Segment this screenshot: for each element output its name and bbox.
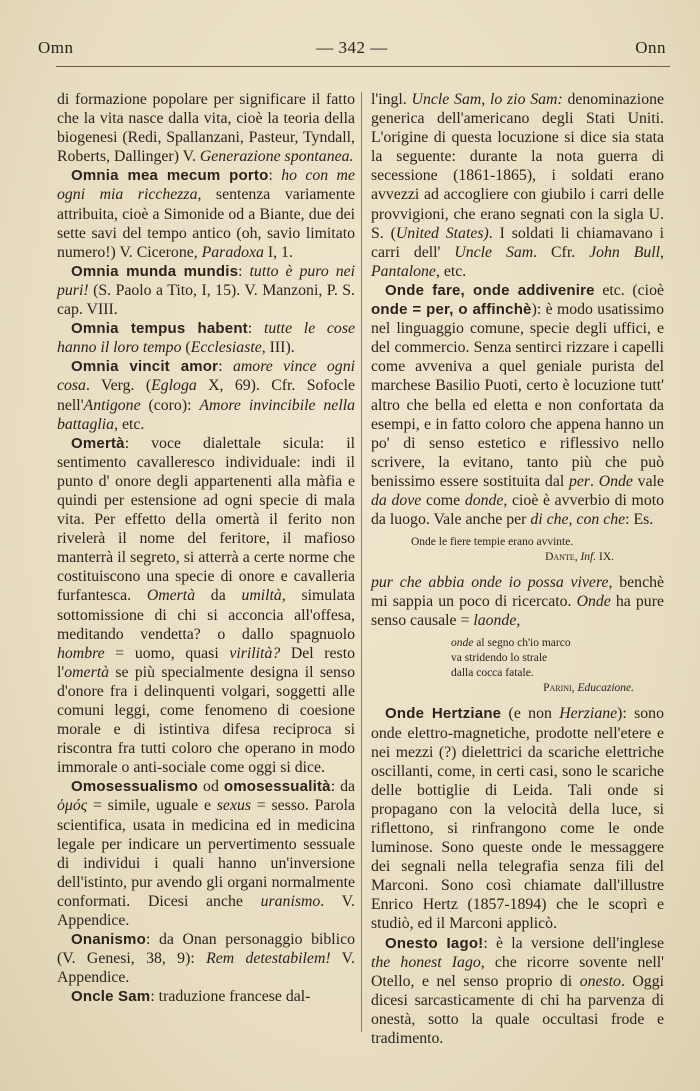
text-run: Generazione spontanea. bbox=[199, 148, 354, 166]
page-number: — 342 — bbox=[316, 38, 388, 57]
text-run: Ecclesiaste bbox=[190, 339, 262, 357]
text-run: Omertà bbox=[146, 587, 196, 605]
headword: Omnia mea mecum porto bbox=[71, 167, 269, 185]
text-run: ): è modo usatissimo nel linguaggio comune, specie degli uffici, e del commercio. Senza sentirci rizzare i capelli come avveniva a quel geniale purista del marchese Basilio Puoti, certo è locuzione tutt' altro che bella ed eletta e non confortata da esempi, e in fatto coloro che appena hanno un po' di senso estetico e riflessivo nello scrivere, la evitano, tanto più che può benissimo essere sostituita dal bbox=[371, 301, 664, 490]
entry-onesto-iago bbox=[371, 934, 664, 1049]
headword: Onesto Iago! bbox=[385, 934, 484, 952]
text-run: . Oggi dicesi sarcasticamente di chi ha parvenza di onestà, sotto la quale occultasi frode e tradimento. bbox=[371, 972, 664, 1048]
text-run: Egloga bbox=[151, 377, 197, 395]
text-run: : Es. bbox=[625, 511, 654, 529]
text-run: , cioè è avverbio di moto da luogo. Vale anche per bbox=[371, 491, 665, 529]
text-run: Inf. bbox=[580, 551, 597, 564]
text-run: : bbox=[238, 262, 250, 280]
entry-omerta bbox=[57, 434, 355, 778]
running-head bbox=[38, 38, 666, 64]
text-run: virilità? bbox=[229, 644, 281, 662]
text-run: the honest Iago bbox=[371, 953, 481, 971]
text-run: : bbox=[268, 167, 282, 185]
text-run: simulata sottomissione di chi si acconcia all'offesa, meditando vendetta? o dallo spagnuolo bbox=[57, 587, 355, 643]
text-run: ho con me ogni mia ricchezza bbox=[57, 167, 355, 204]
entry-omnia-tempus bbox=[57, 319, 355, 357]
text-run: Pantalone bbox=[371, 262, 436, 280]
text-run: John Bull bbox=[589, 243, 661, 261]
text-run: . V. Appendice. bbox=[57, 892, 355, 930]
text-run: uranismo bbox=[260, 892, 321, 910]
text-run: denominazione generica dell'americano degli Stati Uniti. L'origine di questa locuzione si dice sia stata la seguente: durante la nota guerra di secessione (1861-1865), i soldati erano avvezzi ad accogliere con giubilo i carri delle provvigioni, che erano segnati con la sigla U. S. ( bbox=[371, 91, 664, 242]
quote-source bbox=[371, 681, 664, 696]
text-run: ( bbox=[181, 339, 191, 357]
text-run: : voce dialettale sicula: il sentimento cavalleresco individuale: indi il punto d' onore degli appartenenti alla màfia e quindi per estensione ad ogni specie di mala vita. Per effetto della omertà il ferito non rivelerà il nome del feritore, il mafioso manterrà il segreto, si atterrà a certe norme che costituiscono una specie di onore e cavalleria furfantesca. bbox=[57, 434, 355, 605]
text-run: Rem detestabilem! bbox=[206, 950, 331, 968]
text-run: . I soldati li chiamavano i carri dell' bbox=[371, 224, 665, 261]
quotation-parini bbox=[371, 636, 664, 696]
text-run: Amore invincibile nella battaglia bbox=[57, 396, 355, 433]
text-run: amore vince ogni cosa bbox=[57, 358, 355, 395]
entry-onanismo bbox=[57, 930, 355, 987]
text-run: I, 1. bbox=[263, 243, 293, 261]
quote-line: va stridendo lo strale bbox=[451, 652, 548, 665]
text-run: , bbox=[574, 551, 581, 564]
text-run: : bbox=[218, 358, 233, 376]
column-divider bbox=[361, 92, 362, 1032]
text-run: : da Onan personaggio biblico (V. Genesi, 38, 9): bbox=[57, 931, 355, 968]
entry-oncle-sam bbox=[57, 987, 355, 1006]
headword: Onde Hertziane bbox=[385, 705, 502, 723]
text-run: ha pure senso causale = bbox=[371, 593, 664, 630]
entry-omnia-munda bbox=[57, 262, 355, 319]
text-run: vale bbox=[632, 472, 664, 490]
right-column bbox=[371, 90, 664, 1048]
text-run: donde bbox=[464, 491, 504, 509]
headword: Omertà bbox=[71, 434, 125, 452]
text-run: IX. bbox=[596, 551, 614, 564]
quotation-dante bbox=[371, 535, 664, 565]
text-run: ὁμός bbox=[57, 797, 88, 815]
header-right-guideword: Onn bbox=[635, 38, 666, 57]
headword: Omnia munda mundis bbox=[71, 262, 239, 280]
text-run: pur che abbia onde io possa vivere bbox=[371, 574, 609, 592]
text-run: se più specialmente designa il senso d'onore fra i delinquenti volgari, soggetti alle comuni leggi, come fenomeno di coesione morale e di istintiva difesa reciproca si riscontra fra tutti coloro che operano in modo immorale o anti-sociale come oggi si dice. bbox=[57, 663, 355, 777]
text-run: = simile, uguale e bbox=[87, 797, 217, 815]
text-run: (S. Paolo a Tito, I, 15). V. Manzoni, P. S. cap. VIII. bbox=[57, 281, 355, 319]
text-run: Dante bbox=[545, 551, 575, 564]
quote-source bbox=[371, 550, 664, 565]
text-run: : è la versione dell'inglese bbox=[483, 934, 664, 952]
text-run: Onde bbox=[576, 593, 611, 611]
quote-line: Onde le fiere tempie erano avvinte. bbox=[411, 536, 574, 549]
headword: Omnia tempus habent bbox=[71, 320, 248, 338]
text-run: , sentenza variamente attribuita, cioè a Simonide od a Biante, due dei sette savi del tempo antico (oh, savio limitato numero!) V. Cicerone, bbox=[57, 186, 355, 261]
text-run: , bbox=[571, 682, 578, 695]
text-run: , etc. bbox=[435, 262, 467, 280]
text-run: , benchè mi sappia un poco di ricercato. bbox=[371, 574, 664, 611]
entry-onde-hertziane bbox=[371, 704, 664, 933]
entry-onde-continued bbox=[371, 573, 664, 630]
entry-omosessualismo bbox=[57, 777, 355, 930]
text-run: United States) bbox=[395, 224, 489, 242]
quote-line: dalla cocca fatale. bbox=[451, 667, 534, 680]
text-run: ): sono onde elettro-magnetiche, prodotte nell'etere e nei mezzi (?) dielettrici da scariche elettriche oscillanti, come, in certi casi, sono le scariche delle bottiglie di Leida. Tali onde si propagano con la velocità della luce, si riflettono, si rinfrangono come le onde luminose. Sono queste onde le messaggere dei segnali nella telegrafia senza fili del Marconi. Sono così chiamate dall'illustre Enrico Hertz (1857-1894) che le scoprì e studiò, ed il Marconi applicò. bbox=[371, 705, 664, 933]
entry-oncle-sam-continued bbox=[371, 90, 664, 281]
text-run: . Cfr. bbox=[533, 243, 590, 261]
headword-variant: omosessualità bbox=[223, 778, 331, 796]
text-run: omertà bbox=[64, 663, 110, 681]
entry-omnia-vincit bbox=[57, 357, 355, 433]
text-run: : traduzione francese dal- bbox=[150, 988, 311, 1006]
text-run: per bbox=[568, 472, 591, 490]
headword: Onanismo bbox=[71, 931, 146, 949]
text-run: , III). bbox=[261, 339, 295, 357]
text-run: V. Appendice. bbox=[57, 950, 356, 987]
text-run: come bbox=[421, 491, 465, 509]
text-run: Paradoxa bbox=[201, 243, 264, 261]
headword: Omosessualismo bbox=[71, 778, 199, 796]
text-run: (e non bbox=[501, 705, 560, 723]
text-run: etc. (cioè bbox=[594, 281, 664, 299]
text-run: , bbox=[516, 612, 521, 630]
text-run: . bbox=[590, 472, 599, 490]
text-run: od bbox=[198, 778, 224, 796]
text-run: da bbox=[195, 587, 242, 605]
text-run: tutte le cose hanno il loro tempo bbox=[57, 320, 355, 357]
text-run: , etc. bbox=[114, 415, 145, 433]
header-rule bbox=[56, 66, 670, 67]
text-run: : bbox=[247, 320, 264, 338]
text-run: sexus bbox=[216, 797, 251, 815]
text-run: Antigone bbox=[83, 396, 141, 414]
text-run: = sesso. Parola scientifica, usata in medicina ed in medicina legale per indicare un pervertimento sessuale di individui i quali hanno un'inversione dell'istinto, pur avendo gli organi normalmente conformati. Dicesi anche bbox=[57, 797, 355, 910]
text-run: X, 69). Cfr. Sofocle nell' bbox=[57, 377, 355, 414]
text-run: : da bbox=[330, 778, 356, 796]
text-run: , che ricorre sovente nell' Otello, e nel senso proprio di bbox=[371, 953, 664, 990]
text-run: onde bbox=[451, 637, 474, 650]
headword-variant: onde = per, o affinchè bbox=[371, 301, 532, 319]
text-run: laonde bbox=[473, 612, 517, 630]
text-run: tutto è puro nei puri! bbox=[57, 262, 355, 299]
text-run: Uncle Sam bbox=[454, 243, 534, 261]
headword: Omnia vincit amor bbox=[71, 358, 219, 376]
headword: Onde fare, onde addivenire bbox=[385, 281, 595, 299]
text-run: al segno ch'io marco bbox=[473, 637, 571, 650]
text-run: Parini bbox=[543, 682, 572, 695]
entry-continuation bbox=[57, 90, 355, 166]
quote-line bbox=[371, 636, 664, 651]
text-run: Onde bbox=[598, 472, 633, 490]
entry-onde-fare bbox=[371, 281, 664, 529]
text-run: . Verg. ( bbox=[85, 377, 152, 395]
header-left-guideword: Omn bbox=[38, 38, 74, 57]
text-run: , bbox=[660, 243, 664, 261]
text-run: = uomo, quasi bbox=[104, 644, 230, 662]
text-run: Uncle Sam, lo zio Sam: bbox=[411, 91, 563, 108]
entry-omnia-mea bbox=[57, 166, 355, 261]
text-run: l'ingl. bbox=[371, 91, 412, 108]
text-run: Educazione. bbox=[577, 682, 634, 695]
text-run: di formazione popolare per significare il fatto che la vita nasce dalla vita, cioè la teoria della biogenesi (Redi, Spallanzani, Pasteur, Tyndall, Roberts, Dallinger) V. bbox=[57, 91, 355, 166]
left-column bbox=[57, 90, 355, 1007]
text-run: hombre bbox=[57, 644, 105, 662]
text-run: onesto bbox=[579, 972, 621, 990]
text-run: Herziane bbox=[559, 705, 618, 723]
text-run: di che, con che bbox=[530, 511, 626, 529]
text-run: (coro): bbox=[140, 396, 200, 414]
headword: Oncle Sam bbox=[71, 988, 151, 1006]
text-run: umiltà, bbox=[241, 587, 286, 605]
text-run: Del resto l' bbox=[57, 644, 355, 681]
text-run: da dove bbox=[371, 491, 422, 509]
